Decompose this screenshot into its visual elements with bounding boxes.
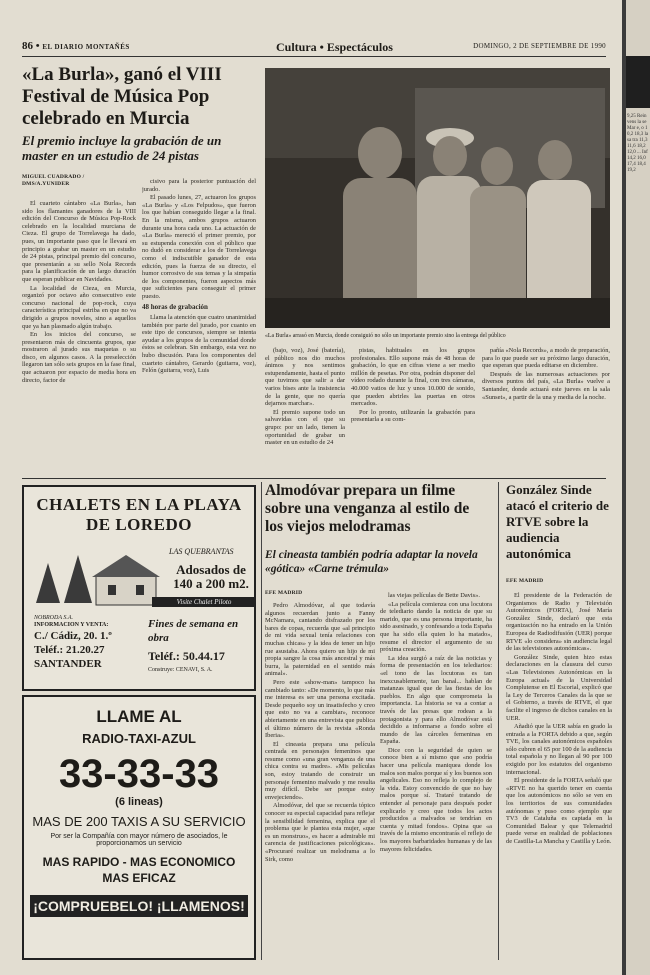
article2-headline: Almodóvar prepara un filme sobre una venganza al estilo de los viejos melodramas <box>265 482 470 535</box>
adjacent-page-dark-block <box>626 56 650 108</box>
article1-byline: MIGUEL CUADRADO / DMS/A.YUNIDER <box>22 174 85 187</box>
page-header <box>22 40 606 54</box>
article3-byline: EFE MADRID <box>506 578 544 584</box>
chalets-phone-1: Teléf.: 21.20.27 <box>34 644 105 656</box>
info-label: INFORMACION Y VENTA: <box>34 622 109 628</box>
article1-column-2: cisivo para la posterior puntuación del jurado. El pasado lunes, 27, actuaron los grupos «La Burla» y «Los Felpudos», que fueron los que habían conseguido llegar a la final. En la misma, ambos grupos actuaron durante una hora cada uno. La actuación de «La Burla» mereció el primer premio, por su estupenda conexión con el público que no dudó en considerar a los de Torrelavega como el indiscutible ganador de esta edición, pues la fuerza de su directo, el humor corrosivo de sus temas y la simpatía de los componentes, fueron aspectos más que suficientes para conseguir el primer puesto. 48 horas de grabación Llama la atención que cuatro unanimidad también por parte del jurado, por cuanto en este tipo de concursos, siempre se intenta ayudar a los grupos de la comunidad donde éstos se celebran. Sin embargo, esta vez no hubo discusión. Para los componentes del cuarteto cántabro, Gerardo (guitarra, voz), Felón (guitarra, voz), Luis <box>142 178 256 375</box>
article1-subtitle: El premio incluye la grabación de un master en un estudio de 24 pistas <box>22 133 222 163</box>
article2-column-2: las viejas películas de Bette Davis». «La película comienza con una locutora de telediario dando la noticia de que su marido, que es una persona importante, ha sido asesinado, y confesando a toda España que ha sido ella quien lo ha matado», resume el director el argumento de su próxima creación. La idea surgió a raíz de las noticias y forma de presentación en los telediarios: «el tono de las locutoras es tan inexcusablemente, tan banal... hablan de matanzas igual que de las fiestas de los pueblos. En algo que comprometa la importancia. La historia se va a contar a través de las presas que rodean a la protagonista y para ello Almodóvar está decidido a informarse a fondo sobre el mundo de las cárceles femeninas en España. Dice con la seguridad de quien se conoce bien a sí mismo que «no podría hacer una película maniquea donde los malos son malos porque sí y los buenos son angelicales. Eso no refleja lo complejo de la vida. Estoy convencido de que no hay malos porque sí. Trataré tratando de entender al personaje para después poder explicarlo y creo que todos los actos producidos a malvados se tendrían en cuenta y mitad fondos». Opina que «a través de la mismo encontrarás el reflejo de los mayores barbaridades humanas y de las mayores felicidades. <box>380 592 492 853</box>
taxi-ad <box>22 695 256 960</box>
chalets-address: C./ Cádiz, 20. 1.º <box>34 630 112 642</box>
article1-column-4: pistas, habituales en los grupos profesionales. Ello supone más de 48 horas de grabación, lo que en cifras viene a ser medio millón de pesetas. Por otra, podrán disponer del vídeo rodado durante la final, con tres cámaras, 40.000 vatios de luz y unos 10.000 de sonido, que pueden abrirles las puertas en otros mercados. Por lo pronto, utilizarán la grabación para presentarla a su com- <box>351 347 475 424</box>
chalets-size: Adosados de 140 a 200 m2. <box>173 562 249 591</box>
builder: Construye: CENAVI, S. A. <box>148 667 213 673</box>
article1-column-1: El cuarteto cántabro «La Burla», han sido los flamantes ganadores de la VIII edición del Concurso de Música Pop-Rock celebrado en la localidad murciana de Cieza. El grupo de Torrelavega ha dado, pues, un importante paso que le llevará en principio a grabar un master en un estudio de 24 pistas, principal premio del concurso, que presentarán a su sello Nola Records para la planificación de un largo duración que esperan publicar en Navidades. La localidad de Cieza, en Murcia, organizó por octavo año consecutivo este concurso nacional de pop-rock, cuya característica principal estriba en que no va dirigido a grupos noveles, sino a aquellos que ya han plasmado algún trabajo. En los inicios del concurso, se presentaron más de cincuenta grupos, que mostraron al jurado sus maquetas o su disco, en algunos casos. A la preselección llegaron tan sólo seis grupos en la fase final, que actuaron por espacio de media hora en directo, factor de <box>22 200 136 384</box>
column-rule-left <box>261 482 262 960</box>
chalets-logo: LAS QUEBRANTAS <box>169 547 234 556</box>
taxi-phone: 33-33-33 <box>58 752 220 796</box>
taxi-lines: (6 lineas) <box>115 796 163 808</box>
article1-headline: «La Burla», ganó el VIII Festival de Música Pop celebrado en Murcia <box>22 64 222 129</box>
page-number: 86 • EL DIARIO MONTAÑÉS <box>22 40 130 52</box>
photo-caption: «La Burla» arrasó en Murcia, donde consiguió no sólo un importante premio sino la entrega del público <box>265 333 506 339</box>
article3-headline: González Sinde atacó el criterio de RTVE sobre la audiencia autonómica <box>506 482 609 561</box>
chalets-ad <box>22 485 256 691</box>
article1-column-3: (bajo, voz), José (batería), el público nos dio muchos ánimos y nos sentimos estupendamente, hasta el punto que tuvimos que salir a dar varios bises ante la insistencia de la gente, que no quería dejarnos marchar». El premio supone todo un salvavidas con el que su grupo: por un lado, tienen la oportunidad de grabar un master en un estudio de 24 <box>265 347 345 447</box>
article2-byline: EFE MADRID <box>265 590 303 596</box>
weekend-label: Fines de semana en obra <box>148 618 239 644</box>
taxi-line-5: MAS RAPIDO - MAS ECONOMICO <box>42 855 236 869</box>
article2-subtitle: El cineasta también podría adaptar la novela «gótica» «Carne trémula» <box>265 549 478 575</box>
taxi-banner: ¡COMPRUEBELO! ¡LLAMENOS! <box>30 895 248 917</box>
chalets-ad-title: CHALETS EN LA PLAYA DE LOREDO <box>36 495 242 534</box>
section-name: Cultura • Espectáculos <box>276 40 393 54</box>
chalets-phone-2: Teléf.: 50.44.17 <box>148 649 225 663</box>
article3-column-1: El presidente de la Federación de Organismos de Radio y Televisión Autonómicos (FORTA), José María González Sinde, declaró que esta organización no ha entrado en la Unión Europea de Radiodifusión (UER) porque RTVE «lo considera» sin audiencia legal de las televisiones autonómicas». González Sinde, quien hizo estas declaraciones en la clausura del curso «Las Televisiones Autonómicas en la Europa actual» de la Universidad Complutense en El Escorial, explicó que la Ley de Terceros Canales da la que se el Gobierno, a través de RTVE, el que facilite el ingreso de dichos canales en la UER. Añadió que la UER sabía en grado la entrada a la FORTA debido a que, según TVE, los canales autonómicos españoles sólo cubren el 65 por 100 de la audiencia total española y no llegan al 90 por 100 exigido por los estatutos del organismo internacional. El presidente de la FORTA señaló que «RTVE no ha querido tener en cuenta que los autonómicos no sólo se ven en los territorios de sus comunidades autónomas y puso como ejemplo que TV3 de Cataluña es captada en la Comunidad Balear y que Telemadrid puede verse en realidad de poblaciones de Castilla-La Mancha y Castilla y León. <box>506 592 612 845</box>
adjacent-page-edge <box>626 0 650 975</box>
column-rule-right <box>498 482 499 960</box>
band-photo-image <box>265 68 610 328</box>
mid-rule <box>22 478 606 479</box>
taxi-line-6: MAS EFICAZ <box>102 871 176 885</box>
taxi-line-2: RADIO-TAXI-AZUL <box>82 731 196 746</box>
promoter: NOBRODA S.A. <box>34 615 74 621</box>
band-photo <box>265 68 610 328</box>
chalets-contact <box>34 615 144 671</box>
visit-banner: Visite Chalet Piloto <box>152 597 256 607</box>
article2-column-1: Pedro Almodóvar, al que todavía algunos recuerdan junto a Fanny McNamara, cantando disfrazado por los bares de copas, recuerda que «al principio de mi vida sexual tenía relaciones con muchas chicas» y la idea de tener un hijo rue asustaba. Ahora quiero un hijo de mi propia sangre la cosa más ancestral y más burra, la paternidad en el sentido más animal». Pero este «show-man» tampoco ha cambiado tanto: «De momento, lo que más me interesa es ser una persona excitada. Desde pequeño soy un insatisfecho y creo que esto no va a cambiar», reconoce abiertamente en una entrevista que publica el último número de la revista «Ronda Iberia». El cineasta prepara una película centrada en personajes femeninos que resume como «una gran venganza de una chica contra su madre». «Mis películas son, estoy tratando de construir un personaje femenino malvado y me resulta muy difícil. Debe ser porque estoy envejeciendo». Almodóvar, del que se recuerda tópico conocer su especial capacidad para reflejar la sensibilidad femenina, explica que el problema que le plantea esta mujer, «que es un monstruo», es hacer a admirable mi carencia de justificaciones psicológicas». «Procuraré realizar un melodrama a lo Sirk, como <box>265 602 375 863</box>
article1-column-5: pañía «Nola Records», a modo de preparación, para lo que puede ser su próximo largo duración, que esperan que pueda editarse en diciembre. Después de las numerosas actuaciones por diversos puntos del país, «La Burla» vuelve a Santander, donde actuará este jueves en la sala «Sunset», a partir de la una y media de la noche. <box>482 347 610 401</box>
header-rule <box>22 56 606 57</box>
chalets-city: SANTANDER <box>34 658 102 670</box>
taxi-line-4: Por ser la Compañía con mayor número de asociados, le proporcionamos un servicio <box>50 833 228 847</box>
paper-name: EL DIARIO MONTAÑÉS <box>42 43 130 51</box>
adjacent-page-text: 9,25 Rein vens la se Mar e, o 10,2 18,3 la sa tra 11,3 11,6 18,2 12,0 ... Inf 14,2 16,0 17,4 18,4 19,2 <box>627 114 649 173</box>
taxi-line-3: MAS DE 200 TAXIS A SU SERVICIO <box>32 814 246 829</box>
chalets-weekend <box>148 617 254 674</box>
article1-subhead: 48 horas de grabación <box>142 302 208 311</box>
issue-date: DOMINGO, 2 DE SEPTIEMBRE DE 1990 <box>473 42 606 50</box>
taxi-line-1: LLAME AL <box>96 707 182 726</box>
